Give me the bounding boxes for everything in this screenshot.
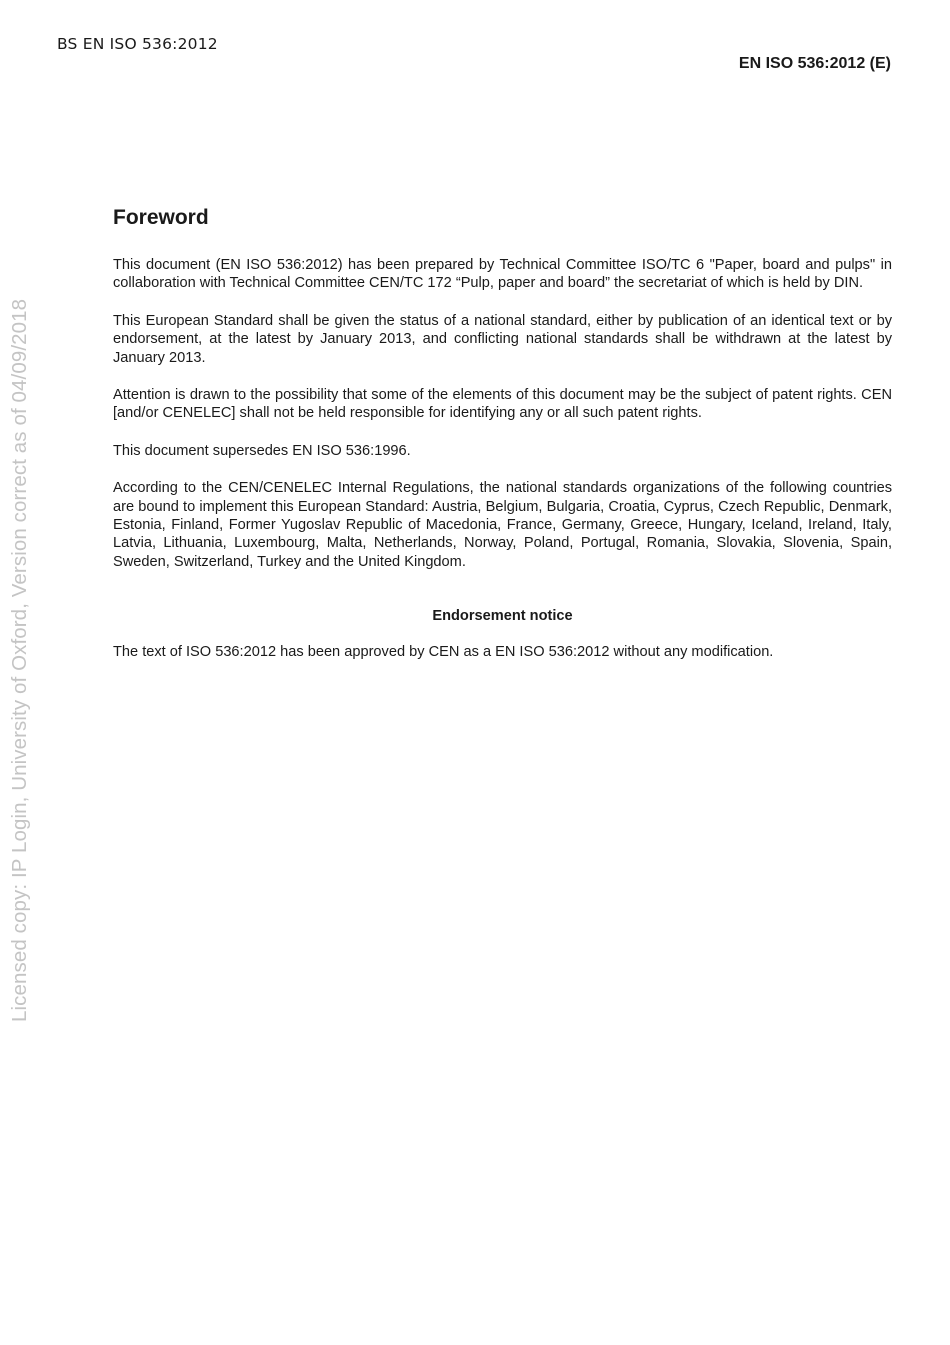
foreword-paragraph: This European Standard shall be given the status of a national standard, either by publication of an identical text or by endorsement, at the latest by January 2013, and conflicting national standards shall be withdrawn at the latest by January 2013. xyxy=(113,312,892,366)
foreword-paragraph: This document supersedes EN ISO 536:1996. xyxy=(113,442,411,459)
foreword-paragraph: According to the CEN/CENELEC Internal Regulations, the national standards organizations of the following countries are bound to implement this European Standard: Austria, Belgium, Bulgaria, Croatia, Cyprus, Czech Republic, Denmark, Estonia, Finland, Former Yugoslav Republic of Macedonia, France, Germany, Greece, Hungary, Iceland, Ireland, Italy, Latvia, Lithuania, Luxembourg, Malta, Netherlands, Norway, Poland, Portugal, Romania, Slovakia, Slovenia, Spain, Sweden, Switzerland, Turkey and the United Kingdom. xyxy=(113,480,892,570)
endorsement-notice-text: The text of ISO 536:2012 has been approved by CEN as a EN ISO 536:2012 without any modification. xyxy=(113,644,774,661)
endorsement-notice-title: Endorsement notice xyxy=(432,608,573,625)
foreword-paragraph: Attention is drawn to the possibility that some of the elements of this document may be the subject of patent rights. CEN [and/or CENELEC] shall not be held responsible for identifying any or all such patent rights. xyxy=(113,387,892,422)
foreword-title: Foreword xyxy=(113,206,209,229)
document-id-header: EN ISO 536:2012 (E) xyxy=(738,55,891,72)
foreword-section xyxy=(113,206,892,681)
standard-reference-header: BS EN ISO 536:2012 xyxy=(57,35,218,53)
foreword-paragraph: This document (EN ISO 536:2012) has been prepared by Technical Committee ISO/TC 6 "Paper, board and pulps" in collaboration with Technical Committee CEN/TC 172 “Pulp, paper and board” the secretariat of which is held by DIN. xyxy=(113,257,892,292)
license-watermark: Licensed copy: IP Login, University of Oxford, Version correct as of 04/09/2018 xyxy=(8,298,31,1022)
